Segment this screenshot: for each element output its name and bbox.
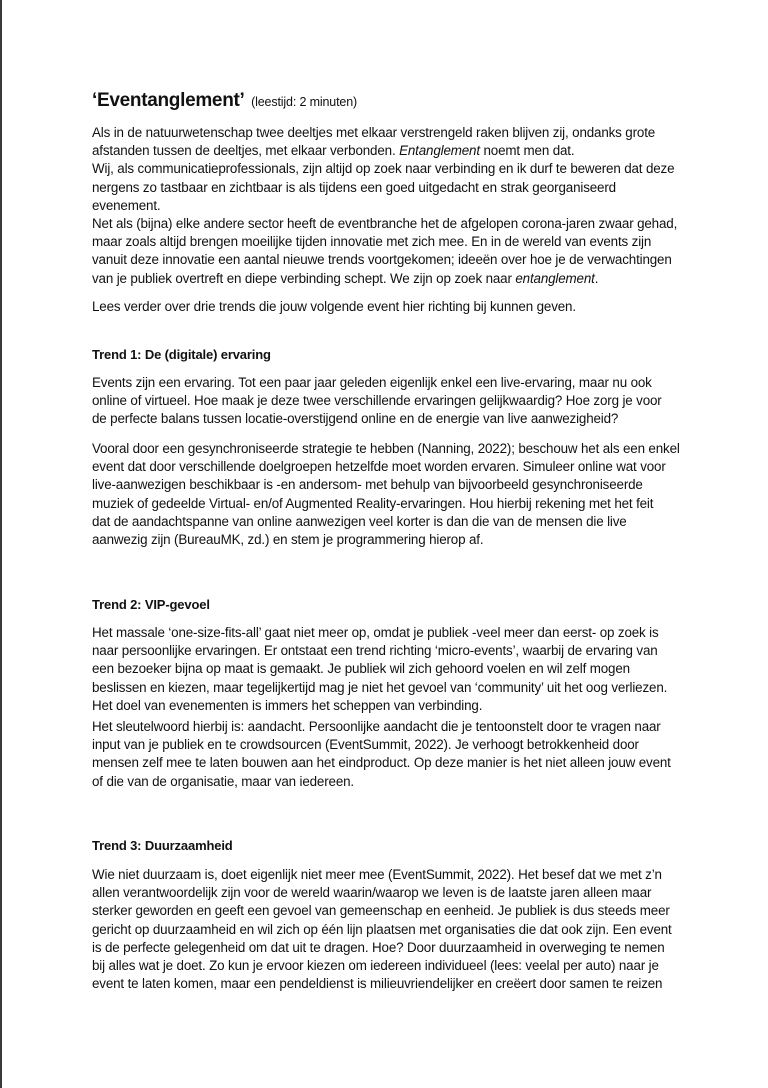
document-title: ‘Eventanglement’: [92, 90, 245, 111]
text-line: gericht op duurzaamheid en wil zich op één lijn plaatsen met organisaties die dat ook zijn. Een event: [92, 921, 672, 937]
page-left-border: [0, 0, 2, 1088]
text-line: Wij, als communicatieprofessionals, zijn altijd op zoek naar verbinding en ik durf te beweren dat deze: [92, 161, 675, 177]
text-line: vanuit deze innovatie een aantal nieuwe trends voortgekomen; ideeën over hoe je de verwachtingen: [92, 252, 672, 268]
text-line: Net als (bijna) elke andere sector heeft de eventbranche het de afgelopen corona-jaren zwaar gehad,: [92, 216, 678, 232]
trend-3-paragraph-1: [92, 866, 712, 993]
text-line: een bezoeker bijna op maat is gemaakt. Je publiek wil zich gehoord voelen en wil zelf mogen: [92, 661, 630, 677]
lead-in-paragraph: [92, 298, 712, 316]
section-heading: Trend 2: VIP-gevoel: [92, 597, 210, 612]
text-line: [92, 270, 712, 288]
text-line: aanwezig zijn (BureauMK, zd.) en stem je programmering hierop af.: [92, 532, 484, 548]
trend-1-paragraph-1: [92, 374, 712, 429]
text-line: is de perfecte gelegenheid om dat uit te dragen. Hoe? Door duurzaamheid in overweging te nemen: [92, 939, 665, 955]
trend-2-heading: [92, 596, 712, 614]
trend-3-heading: [92, 837, 712, 855]
text-line: Wie niet duurzaam is, doet eigenlijk niet meer mee (EventSummit, 2022). Het besef dat we met z’n: [92, 867, 662, 882]
text-line: Het sleutelwoord hierbij is: aandacht. Persoonlijke aandacht die je tentoonstelt door te vragen naar: [92, 719, 661, 734]
text-line: nergens zo tastbaar en zichtbaar is als tijdens een goed uitgedacht en strak georganiseerd: [92, 179, 616, 195]
text-line: muziek of gedeelde Virtual- en/of Augmented Reality-ervaringen. Hou hierbij rekening met het feit: [92, 495, 654, 511]
text-span: afstanden tussen de deeltjes, met elkaar verbonden.: [92, 143, 396, 159]
intro-paragraph: [92, 124, 712, 288]
text-line: event dat door verschillende doelgroepen hetzelfde moet worden ervaren. Simuleer online wat voor: [92, 459, 666, 475]
trend-1-heading: [92, 346, 712, 364]
text-line: Lees verder over drie trends die jouw volgende event hier richting bij kunnen geven.: [92, 299, 576, 314]
trend-1-paragraph-2: [92, 440, 712, 549]
title-line: [92, 92, 357, 111]
trend-2-paragraph-2: [92, 718, 712, 791]
text-line: Events zijn een ervaring. Tot een paar jaar geleden eigenlijk enkel een live-ervaring, maar nu ook: [92, 375, 652, 390]
text-line: event te laten komen, maar een pendeldienst is milieuvriendelijker en creëert door samen te reizen: [92, 976, 663, 992]
entanglement-italic: entanglement: [515, 270, 595, 286]
text-line: [92, 142, 712, 160]
text-line: Het massale ‘one-size-fits-all’ gaat niet meer op, omdat je publiek -veel meer dan eerst- op zoek is: [92, 625, 659, 640]
text-line: naar persoonlijke ervaringen. Er ontstaat een trend richting ‘micro-events’, waarbij de ervaring van: [92, 643, 658, 659]
trend-2-paragraph-1: [92, 624, 712, 715]
text-line: allen verantwoordelijk zijn voor de wereld waarin/waarop we leven is de laatste jaren alleen maar: [92, 885, 652, 901]
reading-time: (leestijd: 2 minuten): [251, 95, 358, 109]
text-line: Als in de natuurwetenschap twee deeltjes met elkaar verstrengeld raken blijven zij, ondanks grote: [92, 125, 656, 140]
section-heading: Trend 1: De (digitale) ervaring: [92, 347, 271, 362]
text-line: live-aanwezigen beschikbaar is -en andersom- met behulp van bijvoorbeeld gesynchroniseerde: [92, 477, 643, 493]
text-line: maar zoals altijd brengen moeilijke tijden innovatie met zich mee. En in de wereld van events zijn: [92, 234, 652, 250]
text-line: bij alles wat je doet. Zo kun je ervoor kiezen om iedereen individueel (lees: veelal per auto) naar je: [92, 958, 659, 974]
text-line: dat de aandachtspanne van online aanwezigen veel korter is dan die van de mensen die live: [92, 513, 627, 529]
text-line: evenement.: [92, 197, 161, 213]
text-line: mensen zelf mee te laten bouwen aan het eindproduct. Op deze manier is het niet alleen jouw event: [92, 755, 671, 771]
text-line: Het doel van evenementen is immers het scheppen van verbinding.: [92, 697, 483, 713]
text-line: of die van de organisatie, maar van iedereen.: [92, 773, 354, 789]
entanglement-italic: Entanglement: [399, 143, 480, 159]
text-line: de perfecte balans tussen locatie-overstijgend online en de energie van live aanwezigheid?: [92, 411, 619, 427]
text-span: van je publiek overtreft en diepe verbinding schept. We zijn op zoek naar: [92, 270, 512, 286]
text-span: noemt men dat.: [479, 143, 575, 159]
text-line: input van je publiek en te crowdsourcen (EventSummit, 2022). Je verhoogt betrokkenheid door: [92, 737, 639, 753]
text-line: online of virtueel. Hoe maak je deze twee verschillende ervaringen gelijkwaardig? Hoe zorg je voor: [92, 393, 662, 409]
text-line: beslissen en kiezen, maar tegelijkertijd mag je niet het gevoel van ‘community’ uit het oog verliezen.: [92, 679, 668, 695]
text-line: Vooral door een gesynchroniseerde strategie te hebben (Nanning, 2022); beschouw het als een enkel: [92, 441, 680, 456]
text-line: sterker geworden en geeft een gevoel van gemeenschap en eenheid. Je publiek is dus steeds meer: [92, 903, 670, 919]
section-heading: Trend 3: Duurzaamheid: [92, 838, 233, 853]
text-span: .: [594, 270, 599, 286]
